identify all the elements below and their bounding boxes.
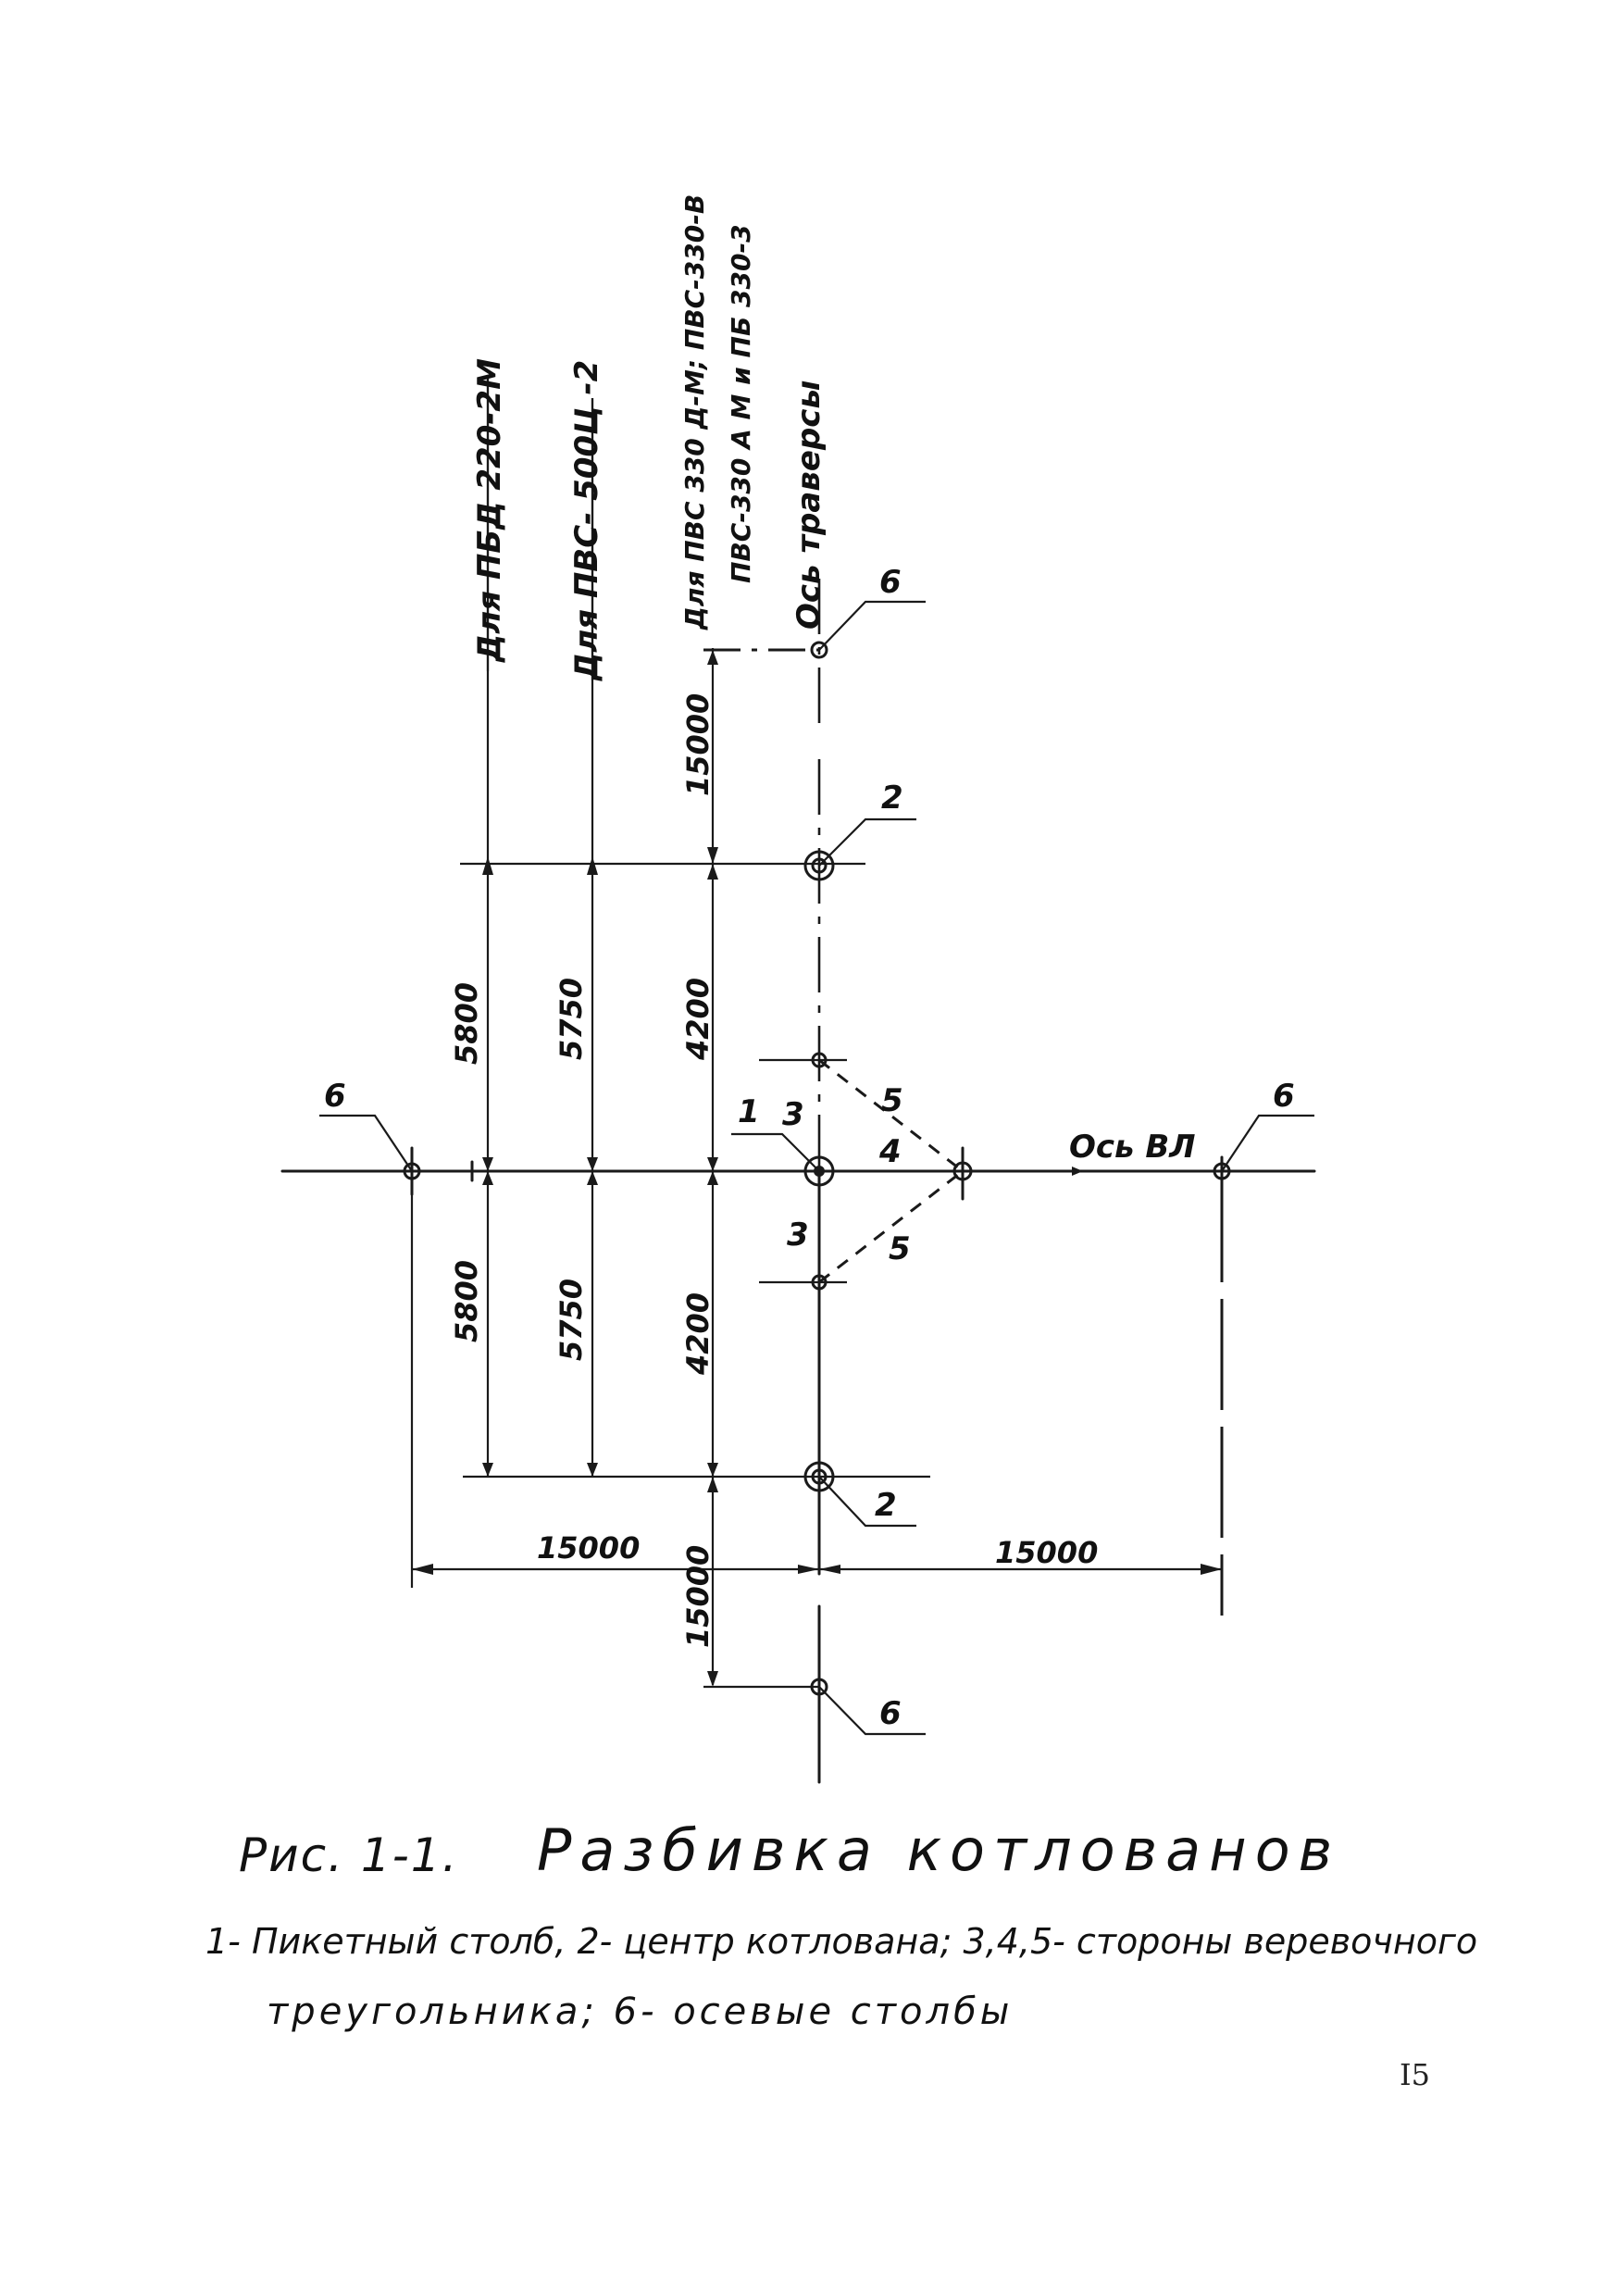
dim-upper-4200: 4200 — [680, 977, 716, 1060]
legend-line-2: треугольника; 6- осевые столбы — [267, 1990, 1014, 2033]
leader-lines — [319, 602, 1314, 1734]
axis-vl-label: Ось ВЛ — [1069, 1129, 1196, 1166]
marker-3-bottom: 3 — [787, 1217, 809, 1254]
marker-6-left: 6 — [324, 1078, 346, 1115]
label-traverse: Ось траверсы — [790, 380, 828, 630]
marker-6-right: 6 — [1273, 1078, 1295, 1115]
dim-upper-5800: 5800 — [449, 981, 484, 1065]
label-pvc330-line1: Для ПВС 330 Д-М; ПВС-330-В — [679, 193, 710, 630]
dim-lower-5750: 5750 — [554, 1278, 589, 1361]
dim-top-15000: 15000 — [680, 693, 716, 796]
label-pbd: Для ПБД 220-2М — [471, 358, 508, 662]
page-number: I5 — [1400, 2057, 1430, 2092]
dim-right-15000: 15000 — [995, 1535, 1099, 1570]
marker-2-top: 2 — [881, 780, 903, 817]
marker-1: 1 — [738, 1093, 760, 1130]
label-pvc500: Для ПВС- 500Ц -2 — [568, 359, 605, 680]
dim-left-15000: 15000 — [537, 1530, 641, 1566]
marker-6-bottom: 6 — [879, 1695, 902, 1732]
marker-4: 4 — [879, 1133, 902, 1170]
dim-lower-4200: 4200 — [680, 1292, 716, 1375]
marker-5-top: 5 — [881, 1082, 903, 1119]
figure-name: Разбивка котлованов — [537, 1816, 1341, 1884]
label-pvc330-line2: ПВС-330 А М и ПБ 330-3 — [726, 224, 756, 583]
marker-2-bottom: 2 — [875, 1487, 897, 1524]
marker-5-bottom: 5 — [889, 1230, 911, 1267]
legend-line-1: 1- Пикетный столб, 2- центр котлована; 3,4,5- стороны веревочного — [205, 1921, 1478, 1962]
figure-title: Рис. 1-1. — [239, 1828, 459, 1882]
dim-upper-5750: 5750 — [554, 977, 589, 1060]
dim-bottom-15000: 15000 — [680, 1544, 716, 1648]
marker-3-top: 3 — [782, 1096, 804, 1133]
dim-lower-5800: 5800 — [449, 1259, 484, 1342]
marker-6-top: 6 — [879, 564, 902, 601]
